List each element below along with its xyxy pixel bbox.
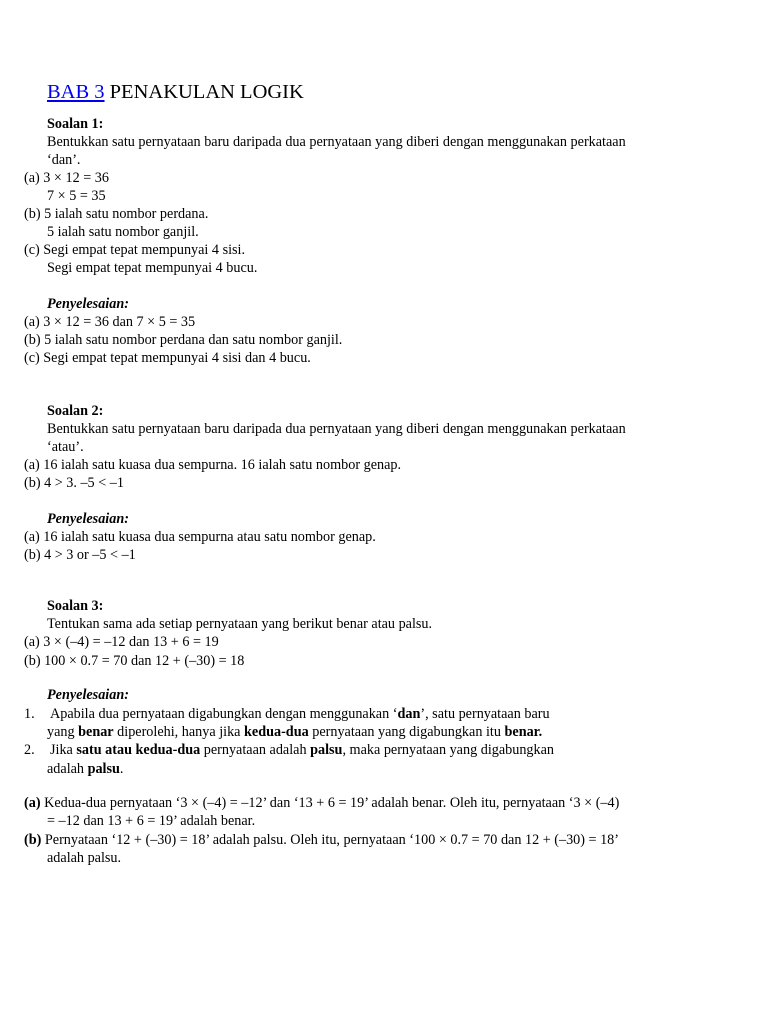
- answer-b-line-2: adalah palsu.: [47, 850, 122, 866]
- page-title: [47, 80, 304, 104]
- q1-item-c: (c) Segi empat tepat mempunyai 4 sisi.: [24, 242, 246, 258]
- rule-2-line-2: adalah palsu.: [47, 761, 124, 777]
- q1-solution-a: (a) 3 × 12 = 36 dan 7 × 5 = 35: [24, 314, 196, 330]
- q2-instruction-cont: ‘atau’.: [47, 439, 84, 455]
- rule-2-number: 2.: [24, 742, 35, 758]
- q3-instruction: Tentukan sama ada setiap pernyataan yang berikut benar atau palsu.: [47, 616, 433, 632]
- q2-solution-a: (a) 16 ialah satu kuasa dua sempurna atau satu nombor genap.: [24, 529, 376, 545]
- q2-item-b: (b) 4 > 3. –5 < –1: [24, 475, 124, 491]
- rule-2-line-1: Jika satu atau kedua-dua pernyataan adalah palsu, maka pernyataan yang digabungkan: [50, 742, 555, 758]
- q3-item-a: (a) 3 × (–4) = –12 dan 13 + 6 = 19: [24, 634, 219, 650]
- q3-solution-heading: Penyelesaian:: [47, 687, 129, 703]
- q2-instruction: Bentukkan satu pernyataan baru daripada dua pernyataan yang diberi dengan menggunakan perkataan: [47, 421, 626, 437]
- answer-b-line-1: (b) Pernyataan ‘12 + (–30) = 18’ adalah palsu. Oleh itu, pernyataan ‘100 × 0.7 = 70 dan 12 + (–30) = 18’: [24, 832, 619, 848]
- q1-solution-b: (b) 5 ialah satu nombor perdana dan satu nombor ganjil.: [24, 332, 343, 348]
- q1-instruction-cont: ‘dan’.: [47, 152, 81, 168]
- q2-item-a: (a) 16 ialah satu kuasa dua sempurna. 16 ialah satu nombor genap.: [24, 457, 402, 473]
- q1-item-a: (a) 3 × 12 = 36: [24, 170, 109, 186]
- answer-a-line-1: (a) Kedua-dua pernyataan ‘3 × (–4) = –12’ dan ‘13 + 6 = 19’ adalah benar. Oleh itu, pernyataan ‘3 × (–4): [24, 795, 620, 811]
- q2-heading: Soalan 2:: [47, 403, 104, 419]
- q3-heading: Soalan 3:: [47, 598, 104, 614]
- q3-item-b: (b) 100 × 0.7 = 70 dan 12 + (–30) = 18: [24, 653, 245, 669]
- chapter-title: PENAKULAN LOGIK: [104, 81, 304, 103]
- q1-heading: Soalan 1:: [47, 116, 104, 132]
- q2-solution-b: (b) 4 > 3 or –5 < –1: [24, 547, 136, 563]
- q2-solution-heading: Penyelesaian:: [47, 511, 129, 527]
- q1-item-c-2: Segi empat tepat mempunyai 4 bucu.: [47, 260, 258, 276]
- chapter-link[interactable]: BAB 3: [47, 81, 105, 103]
- q1-item-b-2: 5 ialah satu nombor ganjil.: [47, 224, 199, 240]
- q1-item-a-2: 7 × 5 = 35: [47, 188, 106, 204]
- q1-item-b: (b) 5 ialah satu nombor perdana.: [24, 206, 209, 222]
- answer-a-line-2: = –12 dan 13 + 6 = 19’ adalah benar.: [47, 813, 256, 829]
- q1-instruction: Bentukkan satu pernyataan baru daripada dua pernyataan yang diberi dengan menggunakan perkataan: [47, 134, 626, 150]
- q1-solution-heading: Penyelesaian:: [47, 296, 129, 312]
- rule-1-line-1: Apabila dua pernyataan digabungkan dengan menggunakan ‘dan’, satu pernyataan baru: [50, 706, 550, 722]
- q1-solution-c: (c) Segi empat tepat mempunyai 4 sisi dan 4 bucu.: [24, 350, 311, 366]
- rule-1-number: 1.: [24, 706, 35, 722]
- rule-1-line-2: yang benar diperolehi, hanya jika kedua-dua pernyataan yang digabungkan itu benar.: [47, 724, 543, 740]
